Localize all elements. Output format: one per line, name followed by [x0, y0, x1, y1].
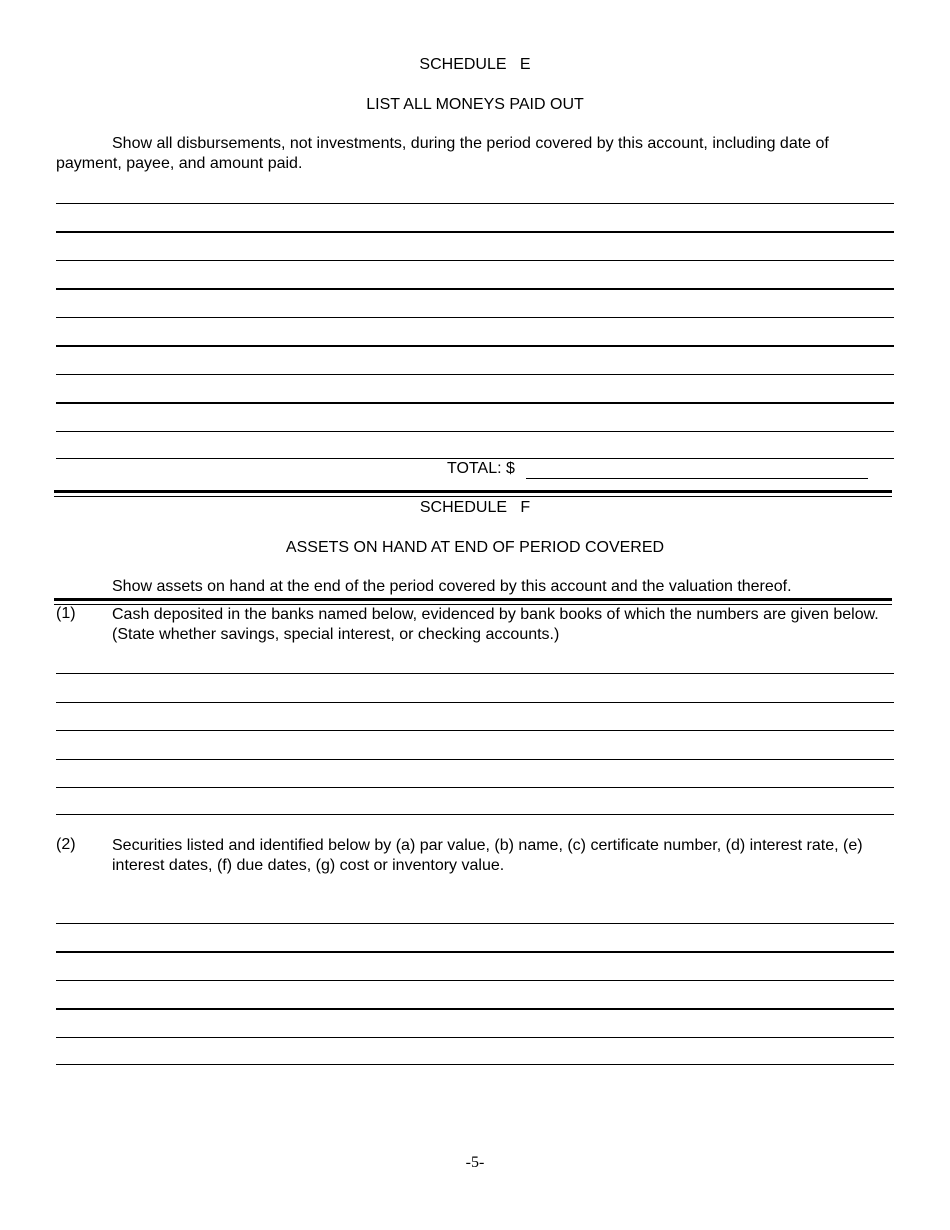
securities-line-3[interactable]: [56, 980, 894, 981]
securities-line-1[interactable]: [56, 923, 894, 924]
cash-line-2[interactable]: [56, 702, 894, 703]
schedule-f-instructions: Show assets on hand at the end of the period covered by this account and the valuation thereof.: [112, 578, 792, 595]
disbursement-line-6[interactable]: [56, 345, 894, 347]
cash-line-5[interactable]: [56, 787, 894, 788]
schedule-f-subtitle: ASSETS ON HAND AT END OF PERIOD COVERED: [285, 539, 665, 556]
instructions-divider: [54, 598, 892, 605]
disbursement-line-3[interactable]: [56, 260, 894, 261]
item-1-number: (1): [56, 605, 76, 622]
disbursement-line-9[interactable]: [56, 431, 894, 432]
disbursement-line-1[interactable]: [56, 203, 894, 204]
securities-line-5[interactable]: [56, 1037, 894, 1038]
schedule-e-title: SCHEDULE E: [419, 56, 531, 73]
disbursement-line-10[interactable]: [56, 458, 894, 459]
cash-line-3[interactable]: [56, 730, 894, 731]
section-divider: [54, 490, 892, 497]
item-2-number: (2): [56, 836, 76, 853]
total-field[interactable]: [526, 460, 868, 479]
cash-line-1[interactable]: [56, 673, 894, 674]
schedule-e-subtitle: LIST ALL MONEYS PAID OUT: [366, 96, 584, 113]
item-1-text: Cash deposited in the banks named below, evidenced by bank books of which the numbers are given below. (State whether savings, special interest, or checking accounts.): [112, 606, 879, 643]
disbursement-line-4[interactable]: [56, 288, 894, 290]
schedule-f-title: SCHEDULE F: [419, 499, 531, 516]
securities-line-2[interactable]: [56, 951, 894, 953]
cash-line-6[interactable]: [56, 814, 894, 815]
cash-line-4[interactable]: [56, 759, 894, 760]
total-label: TOTAL: $: [447, 460, 515, 477]
disbursement-line-5[interactable]: [56, 317, 894, 318]
item-2-text: Securities listed and identified below by (a) par value, (b) name, (c) certificate number, (d) interest rate, (e) interest dates, (f) due dates, (g) cost or inventory value.: [112, 837, 863, 874]
page-number: -5-: [465, 1154, 485, 1171]
schedule-e-instructions: Show all disbursements, not investments, during the period covered by this account, including date of payment, payee, and amount paid.: [56, 135, 829, 172]
disbursement-line-8[interactable]: [56, 402, 894, 404]
disbursement-line-2[interactable]: [56, 231, 894, 233]
securities-line-4[interactable]: [56, 1008, 894, 1010]
securities-line-6[interactable]: [56, 1064, 894, 1065]
disbursement-line-7[interactable]: [56, 374, 894, 375]
